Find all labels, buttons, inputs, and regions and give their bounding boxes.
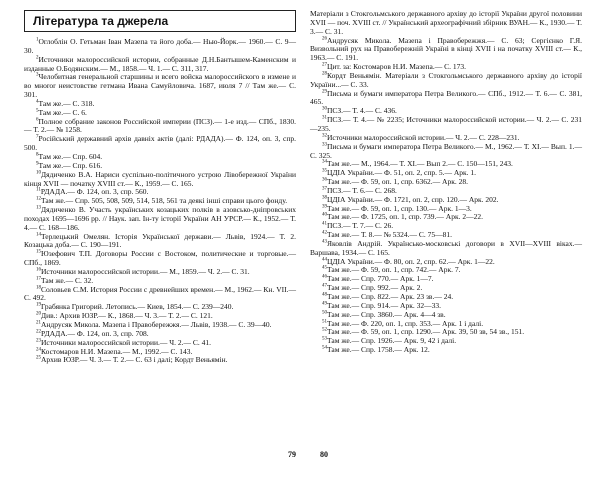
footnote-number: 43 <box>322 239 327 245</box>
footnote-number: 23 <box>36 338 41 344</box>
right-page <box>310 0 582 487</box>
footnote <box>310 346 582 355</box>
footnote-number: 27 <box>322 62 327 68</box>
footnote-text: Там же.— Спр. 604. <box>38 151 103 161</box>
footnote-text: Матеріали з Стокгольмського державного архіву до історії України другої половини XVII — поч. XVIII ст. // Український археографічний збірник ВУАН.— К., 1930.— Т. 3.— С. 31. <box>310 9 582 36</box>
footnote-text: Источники малороссийской истории, собранные Д.Н.Бантышем-Каменским и изданные О.Бодянским.— М., 1858.— Ч. 1.— С. 311, 317. <box>24 54 296 73</box>
footnote-text: Там же.— Спр. 914.— Арк. 32—33. <box>327 300 441 310</box>
footnote-text: Дядиченко В. Участь українських козацьких полків в азовсько-дніпровських походах 1695—1696 рр. // Наук. зап. Ін-ту історії України АН УРСР.— К., 1952.— Т. 4.— С. 168—186. <box>24 205 296 232</box>
footnote-number: 16 <box>36 267 41 273</box>
footnote <box>310 240 582 258</box>
footnote <box>24 171 296 189</box>
footnote-number: 14 <box>36 232 41 238</box>
footnote <box>24 356 296 365</box>
footnote-text: Оглоблін О. Гетьман Іван Мазепа та його доба.— Нью-Йорк.— 1960.— С. 9—30. <box>24 37 296 55</box>
footnote-number: 52 <box>322 327 327 333</box>
footnote-number: 33 <box>322 142 327 148</box>
left-footnotes <box>24 38 296 365</box>
footnote-number: 53 <box>322 336 327 342</box>
footnote-text: Яковлів Андрій. Українсько-московські договори в XVII—XVIII віках.— Варшава, 1934.— С. 165. <box>310 238 582 257</box>
footnote-text: Там же.— С. 6. <box>38 107 87 117</box>
right-footnotes <box>310 10 582 355</box>
footnote-number: 11 <box>36 187 41 193</box>
footnote-number: 26 <box>322 36 327 42</box>
footnote-number: 32 <box>322 133 327 139</box>
footnote-text: Там же.— Ф. 59, оп. 1, спр. 1290.— Арк. 39, 50 зв, 54 зв., 151. <box>327 327 525 337</box>
footnote-number: 13 <box>36 205 41 211</box>
footnote-number: 4 <box>36 99 39 105</box>
footnote-text: Андрусяк Микола. Мазепа і Правобережжя.— Львів, 1938.— С. 39—40. <box>41 320 272 329</box>
footnote-text: Там же.— С. 32. <box>41 275 94 285</box>
footnote-text: Юзефович Т.П. Договоры России с Востоком, политические и торговые.— СПб., 1869. <box>24 249 296 268</box>
footnote-number: 37 <box>322 186 327 192</box>
footnote-number: 44 <box>322 257 327 263</box>
footnote-text: Источники малороссийской истории.— М., 1859.— Ч. 2.— С. 31. <box>41 266 250 276</box>
footnote-text: Архив ЮЗР.— Ч. 3.— Т. 2.— С. 63 і далі; Кордт Веньямін. <box>41 355 228 365</box>
footnote-text: Цит. за: Костомаров Н.И. Мазепа.— С. 173. <box>327 62 466 72</box>
footnote <box>24 118 296 136</box>
footnote-number: 18 <box>36 285 41 291</box>
footnote-text: Соловьев С.М. История России с древнейших времен.— М., 1962.— Кн. VII.— С. 492. <box>24 284 296 303</box>
footnote-number: 8 <box>36 152 39 158</box>
footnote-text: Грабянка Григорий. Летопись.— Киев, 1854.— С. 239—240. <box>41 302 234 312</box>
footnote-text: Там же.— Спр. 616. <box>38 160 103 170</box>
footnote-text: ПСЗ.— Т. 4.— С. 436. <box>327 106 397 116</box>
footnote-number: 54 <box>322 345 327 351</box>
footnote-text: ПСЗ.— Т. 7.— С. 26. <box>327 221 394 231</box>
footnote-text: Письма и бумаги императора Петра Великого.— М., 1962.— Т. XI.— Вып. 1.— С. 325. <box>310 141 582 160</box>
footnote-text: Письма и бумаги императора Петра Великого.— СПб., 1912.— Т. 6.— С. 381, 465. <box>310 88 582 107</box>
footnote-text: ПСЗ.— Т. 4.— № 2235; Источники малороссийской истории.— Ч. 2.— С. 231—235. <box>310 115 582 133</box>
footnote-number: 9 <box>36 161 39 167</box>
footnote-number: 39 <box>322 204 327 210</box>
footnote-text: Там же.— Спр. 822.— Арк. 23 зв.— 24. <box>327 292 454 301</box>
footnote-text: Там же.— С. 318. <box>38 98 95 108</box>
footnote-number: 30 <box>322 106 327 112</box>
footnote-number: 41 <box>322 221 327 227</box>
footnote-number: 51 <box>322 319 327 325</box>
footnote <box>24 56 296 74</box>
footnote-number: 49 <box>322 301 327 307</box>
footnote-number: 45 <box>322 265 327 271</box>
left-page-number: 79 <box>288 450 296 459</box>
footnote-number: 42 <box>322 230 327 236</box>
footnote-text: Источники малороссийской истории.— Ч. 2.— С. 41. <box>41 337 212 347</box>
footnote-text: Полное собрание законов Российской империи (ПСЗ).— 1-е изд.— СПб., 1830.— Т. 2.— № 1258. <box>24 116 296 135</box>
footnote <box>310 72 582 90</box>
footnote-number: 5 <box>36 108 39 114</box>
footnote-text: Там же.— Спр. 3860.— Арк. 4—4 зв. <box>327 309 446 319</box>
footnote-number: 34 <box>322 159 327 165</box>
footnote-number: 10 <box>36 170 41 176</box>
footnote-text: Російський державний архів давніх актів (далі: РДАДА).— Ф. 124, оп. 3, спр. 500. <box>24 134 296 153</box>
footnote-text: Там же.— Ф. 59, оп. 1, спр. 742.— Арк. 7. <box>327 265 461 275</box>
footnote-number: 36 <box>322 177 327 183</box>
footnote <box>24 286 296 304</box>
footnote-text: Дядиченко В.А. Нариси суспільно-політичного устрою Лівобережної України кінця XVII — початку XVIII ст.— К., 1959.— С. 165. <box>24 169 296 188</box>
footnote-number: 2 <box>36 55 39 61</box>
footnote-text: Источники малороссийской истории.— Ч. 2.— С. 228—231. <box>327 132 520 142</box>
footnote-text: РДАДА.— Ф. 124, оп. 3, спр. 560. <box>40 187 149 197</box>
footnote <box>24 250 296 268</box>
footnote-text: Там же.— М., 1964.— Т. XI.— Вып 2.— С. 150—151, 243. <box>327 159 513 169</box>
footnote <box>24 38 296 56</box>
footnote-text: Там же.— Ф. 1725, оп. 1, спр. 739.— Арк. 2—22. <box>327 212 483 222</box>
footnote-number: 19 <box>36 302 41 308</box>
footnote <box>24 135 296 153</box>
footnote <box>24 206 296 233</box>
footnote-text: Там же.— Спр. 1926.— Арк. 9, 42 і далі. <box>327 336 457 346</box>
footnote-number: 12 <box>36 196 41 202</box>
footnote-number: 25 <box>36 355 41 361</box>
footnote-text: Там же.— Ф. 59, оп. 1, спр. 6362.— Арк. 28. <box>327 177 468 187</box>
footnote-text: Костомаров Н.И. Мазепа.— М., 1992.— С. 143. <box>41 346 193 356</box>
right-page-number: 80 <box>320 450 328 459</box>
footnote-text: Там же.— Ф. 59, оп. 1, спр. 130.— Арк. 1—3. <box>327 203 472 213</box>
footnote-text: ЦДІА України.— Ф. 51, оп. 2, спр. 5.— Арк. 1. <box>327 168 477 178</box>
footnote-text: Терлецький Омелян. Історія Української держави.— Львів, 1924.— Т. 2. Козацька доба.— С. 190—191. <box>24 231 296 250</box>
footnote-number: 46 <box>322 274 327 280</box>
footnote-number: 20 <box>36 311 41 317</box>
footnote <box>310 143 582 161</box>
footnote-text: РДАДА.— Ф. 124, оп. 3, спр. 708. <box>41 328 149 338</box>
footnote-number: 40 <box>322 212 327 218</box>
footnote <box>310 116 582 134</box>
footnote-number: 28 <box>322 71 327 77</box>
footnote-text: Там же.— Спр. 1758.— Арк. 12. <box>327 345 430 355</box>
footnote-text: Там же.— Спр. 505, 508, 509, 514, 518, 561 та деякі інші справи цього фонду. <box>41 196 288 206</box>
footnote-text: ПСЗ.— Т. 6.— С. 268. <box>327 185 397 195</box>
footnote-text: Див.: Архив ЮЗР.— К., 1868.— Ч. 3.— Т. 2.— С. 121. <box>41 311 213 321</box>
footnote-number: 35 <box>322 168 327 174</box>
left-page <box>24 0 296 487</box>
footnote <box>310 10 582 37</box>
footnote-text: Там же.— Спр. 992.— Арк. 2. <box>327 283 423 293</box>
footnote-text: Кордт Веньямін. Матеріали з Стокгольмського державного архіву до історії України...— С. 33. <box>310 70 582 89</box>
footnote-number: 50 <box>322 310 327 316</box>
footnote-number: 29 <box>322 89 327 95</box>
footnote-text: ЦДІА України.— Ф. 1721, оп. 2, спр. 120.— Арк. 202. <box>327 194 499 204</box>
footnote-number: 6 <box>36 117 39 123</box>
footnote-number: 24 <box>36 347 41 353</box>
footnote-number: 47 <box>322 283 327 289</box>
footnote-number: 15 <box>36 249 41 255</box>
footnote-number: 48 <box>322 292 327 298</box>
footnote-number: 1 <box>36 37 39 43</box>
footnote-number: 17 <box>36 276 41 282</box>
footnote-number: 3 <box>36 72 39 78</box>
footnote <box>24 233 296 251</box>
footnote-text: Андрусяк Микола. Мазепа і Правобережжя.— С. 63; Сергієнко Г.Я. Визвольний рух на Правобережній Україні в кінці XVII і на початку XVIII ст.— К., 1963.— С. 191. <box>310 35 582 63</box>
footnote <box>310 37 582 64</box>
footnote <box>24 73 296 100</box>
footnote-text: Там же.— Спр. 770.— Арк. 1—7. <box>327 274 434 284</box>
footnote-text: Челобитная генеральной старшины и всего войска малороссийского в измене и во мноror неистовстве гетмана Ивана Самуйловича. 1687, июля 7 // Там же.— С. 301. <box>24 72 296 100</box>
footnote-number: 38 <box>322 195 327 201</box>
footnote-number: 21 <box>36 320 41 326</box>
footnote-text: ЦДІА України.— Ф. 80, оп. 2, спр. 62.— Арк. 1—22. <box>327 256 495 266</box>
section-heading: Література та джерела <box>24 10 296 32</box>
footnote-number: 22 <box>36 329 41 335</box>
footnote <box>310 90 582 108</box>
footnote-text: Там же.— Т. 8.— № 5324.— С. 75—81. <box>327 230 452 240</box>
footnote-number: 31 <box>322 115 327 121</box>
footnote-text: Там же.— Ф. 220, оп. 1, спр. 353.— Арк. 1 і далі. <box>327 318 484 328</box>
footnote-number: 7 <box>36 134 39 140</box>
